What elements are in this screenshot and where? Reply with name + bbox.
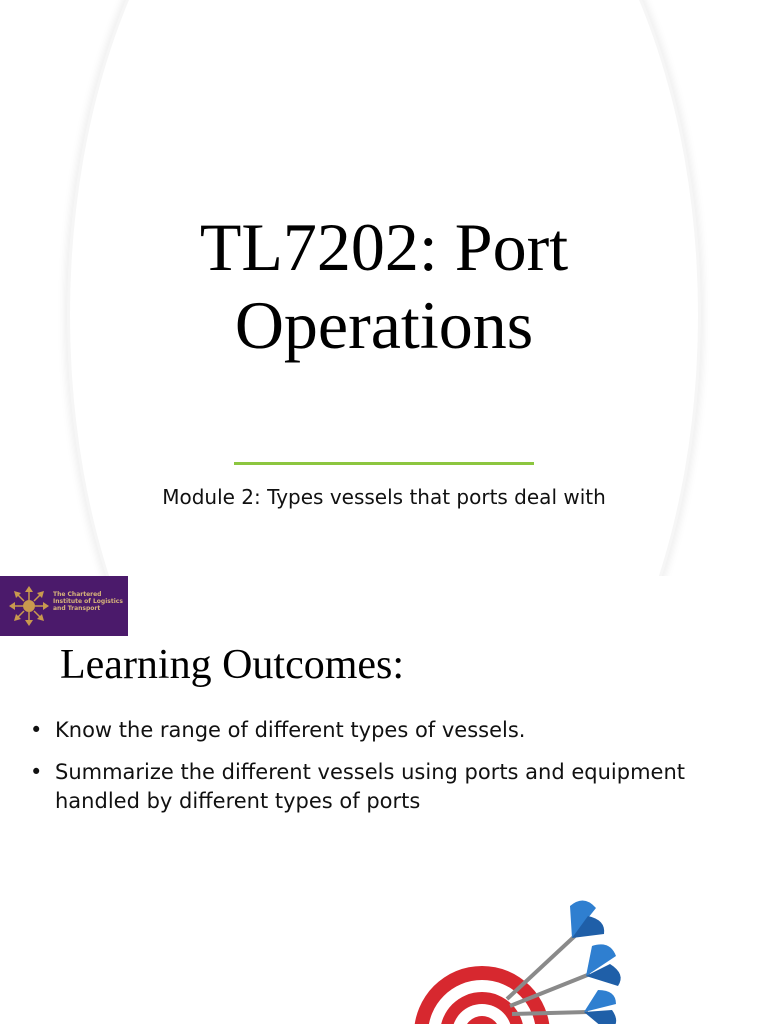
cilt-logo-icon (8, 585, 50, 627)
bullet-text: Know the range of different types of vessels. (55, 718, 526, 742)
title-divider (234, 462, 534, 465)
bullet-icon: • (30, 718, 43, 742)
target-darts-icon (412, 894, 652, 1024)
bullet-text: Summarize the different vessels using ports and equipment handled by different types of ports (55, 760, 685, 813)
list-item (30, 716, 740, 745)
bullet-icon: • (30, 760, 43, 784)
cilt-logo (0, 576, 128, 636)
logo-text: The Chartered Institute of Logistics and Transport (53, 591, 123, 612)
outcomes-list (30, 716, 740, 829)
dart (507, 900, 604, 999)
learning-outcomes-heading: Learning Outcomes: (60, 642, 405, 688)
list-item (30, 758, 740, 816)
slide-subtitle: Module 2: Types vessels that ports deal with (162, 485, 606, 509)
learning-outcomes-slide (0, 576, 768, 1024)
slide-title: TL7202: Port Operations (199, 209, 569, 363)
